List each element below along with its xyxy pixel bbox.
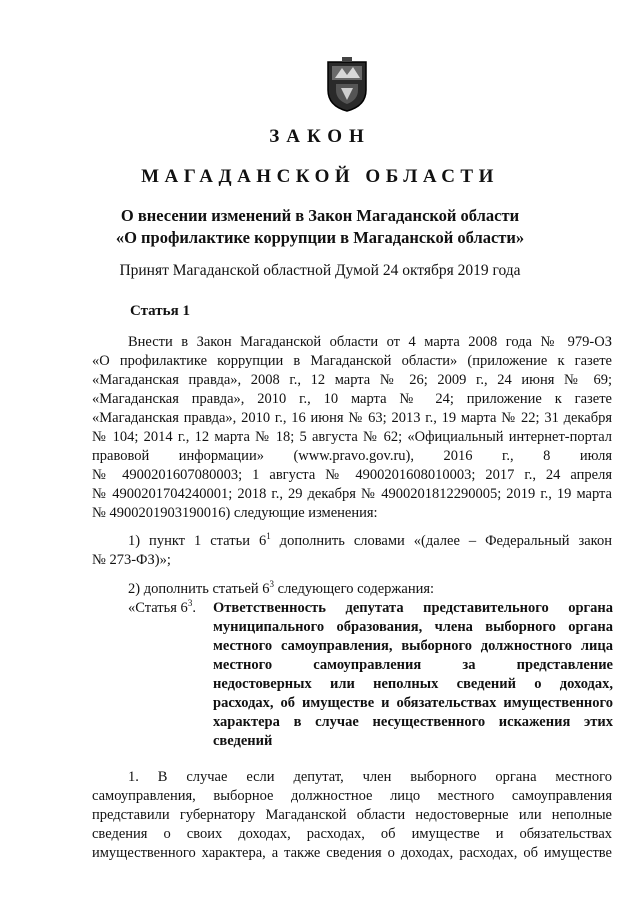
intro-line: «Магаданская правда», 2010 г., 16 июня № 63; 2013 г., 19 марта № 22; 31 декабря: [92, 410, 612, 426]
intro-line: № 104; 2014 г., 12 марта № 18; 5 августа № 62; «Официальный интернет-портал: [92, 429, 612, 445]
new-article-heading-line: недостоверных или неполных сведений о доходах,: [213, 676, 613, 692]
new-article-heading-line: муниципального образования, члена выборного органа: [213, 619, 613, 635]
new-article-heading-line: сведений: [213, 733, 273, 749]
intro-line: правовой информации» (www.pravo.gov.ru), 2016 г., 8 июля: [92, 448, 612, 464]
subject-line-2: «О профилактике коррупции в Магаданской области»: [115, 228, 525, 247]
clause-1-line: сведения о своих доходах, расходах, об имуществе и обязательствах: [92, 826, 612, 842]
item-1-line: № 273-ФЗ)»;: [92, 552, 171, 568]
new-article-heading-line: местного самоуправления за представление: [213, 657, 613, 673]
intro-line: № 4900201607080003; 1 августа № 4900201608010003; 2017 г., 24 апреля: [92, 467, 612, 483]
new-article-heading-line: характера в случае несущественного искажения этих: [213, 714, 613, 730]
clause-1-line: 1. В случае если депутат, член выборного органа местного: [128, 769, 612, 785]
item-2-line: 2) дополнить статьей $6^3$ следующего содержания:: [128, 579, 435, 597]
intro-line: «О профилактике коррупции в Магаданской области» (приложение к газете: [92, 353, 612, 369]
item-1-line: 1) пункт 1 статьи $6^1$ дополнить словами «(далее – Федеральный закон: [128, 532, 612, 549]
adoption-note: Принят Магаданской областной Думой 24 октября 2019 года: [119, 262, 521, 279]
intro-line: Внести в Закон Магаданской области от 4 марта 2008 года № 979-ОЗ: [128, 334, 612, 350]
clause-1-line: имущественного характера, а также сведения о доходах, расходах, об имуществе: [92, 845, 612, 861]
new-article-label: «Статья $6^3$.: [128, 598, 196, 616]
intro-line: «Магаданская правда», 2010 г., 10 марта № 24; приложение к газете: [92, 391, 612, 407]
clause-1-line: самоуправления, выборное должностное лицо местного самоуправления: [92, 788, 612, 804]
new-article-heading-line: местного самоуправления, выборного должностного лица: [213, 638, 613, 654]
new-article-heading-line: расходах, об имуществе и обязательствах имущественного: [213, 695, 613, 711]
document-title: ЗАКОН: [269, 126, 371, 147]
article-heading: Статья 1: [130, 303, 190, 319]
new-article-heading-line: Ответственность депутата представительного органа: [213, 600, 613, 616]
intro-line: № 4900201704240001; 2018 г., 29 декабря № 4900201812290005; 2019 г., 19 марта: [92, 486, 612, 502]
subject-line-1: О внесении изменений в Закон Магаданской области: [120, 206, 520, 225]
magadan-coat-of-arms-icon: [326, 56, 368, 112]
intro-line: № 4900201903190016) следующие изменения:: [92, 505, 378, 521]
intro-line: «Магаданская правда», 2008 г., 12 марта № 26; 2009 г., 24 июня № 69;: [92, 372, 612, 388]
clause-1-line: представили губернатору Магаданской области недостоверные или неполные: [92, 807, 612, 823]
document-region: МАГАДАНСКОЙ ОБЛАСТИ: [141, 166, 499, 187]
